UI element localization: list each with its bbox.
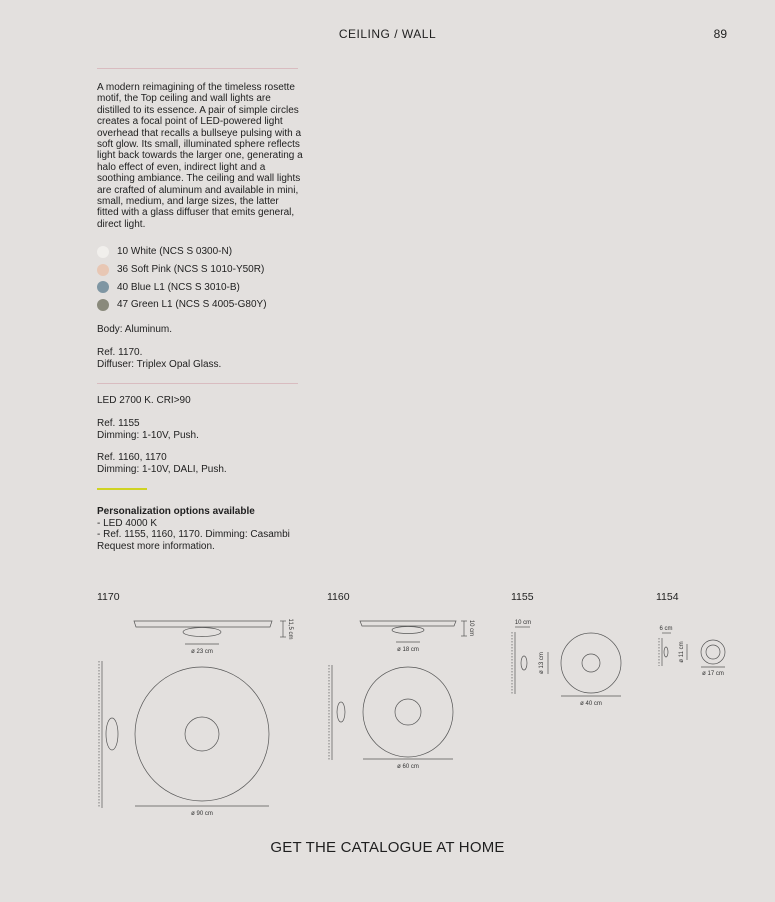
personalization-line: Request more information. bbox=[97, 540, 215, 552]
model-ref-1155: 1155 bbox=[511, 591, 534, 603]
personalization-line: - Ref. 1155, 1160, 1170. Dimming: Casambi bbox=[97, 529, 290, 540]
led-spec: LED 2700 K. CRI>90 bbox=[97, 395, 191, 406]
drawing-1154 bbox=[659, 633, 725, 667]
drawing-1155 bbox=[512, 627, 621, 696]
model-ref-1160: 1160 bbox=[327, 591, 350, 603]
drawing-1160-side bbox=[360, 621, 467, 642]
color-label: 40 Blue L1 (NCS S 3010-B) bbox=[117, 281, 240, 293]
drawing-1170-side bbox=[134, 621, 286, 644]
dimming-label: Dimming: 1-10V, DALI, Push. bbox=[97, 463, 227, 475]
catalogue-cta[interactable]: GET THE CATALOGUE AT HOME bbox=[270, 839, 505, 856]
ref-1170-label: Ref. 1170. bbox=[97, 347, 143, 358]
dim-label: ø 17 cm bbox=[702, 671, 724, 677]
dim-label: ø 11 cm bbox=[679, 641, 685, 663]
page-number: 89 bbox=[713, 27, 727, 41]
dim-label: 6 cm bbox=[659, 626, 673, 632]
dim-label: ø 40 cm bbox=[580, 701, 602, 707]
body-material: Body: Aluminum. bbox=[97, 324, 173, 335]
dim-label: ø 60 cm bbox=[397, 764, 419, 770]
ref-label: Ref. 1155 bbox=[97, 418, 140, 429]
ref-label: Ref. 1160, 1170 bbox=[97, 452, 167, 463]
dim-label: ø 23 cm bbox=[191, 649, 213, 655]
dimming-label: Dimming: 1-10V, Push. bbox=[97, 429, 199, 441]
dim-label: 10 cm bbox=[468, 619, 474, 637]
diffuser-label: Diffuser: Triplex Opal Glass. bbox=[97, 358, 222, 370]
model-ref-1154: 1154 bbox=[656, 591, 679, 603]
model-ref-1170: 1170 bbox=[97, 591, 120, 603]
dim-label: 11,5 cm bbox=[287, 618, 293, 640]
color-label: 10 White (NCS S 0300-N) bbox=[117, 246, 233, 258]
color-label: 36 Soft Pink (NCS S 1010-Y50R) bbox=[117, 264, 265, 276]
personalization-title: Personalization options available bbox=[97, 506, 255, 517]
dim-label: 10 cm bbox=[514, 620, 532, 626]
section-title: CEILING / WALL bbox=[338, 27, 437, 41]
personalization-line: - LED 4000 K bbox=[97, 517, 158, 529]
product-description: A modern reimagining of the timeless rosette motif, the Top ceiling and wall lights are distilled to its essence. A pair of simple circles creates a focal point of LED-powered light overhead that recalls a bullseye pulsing with a soft glow. Its small, illuminated sphere reflects light back towards the larger one, generating a halo effect of even, indirect light and a soothing ambiance. The ceiling and wall lights are crafted of aluminum and available in mini, small, medium, and large sizes, the latter fitted with a glass diffuser that emits general, direct light. bbox=[97, 82, 303, 230]
dim-label: ø 13 cm bbox=[539, 652, 545, 674]
color-label: 47 Green L1 (NCS S 4005-G80Y) bbox=[117, 299, 267, 311]
dim-label: ø 18 cm bbox=[397, 647, 419, 653]
dim-label: ø 90 cm bbox=[191, 811, 213, 817]
drawing-1170-front bbox=[99, 661, 269, 808]
drawing-1160-front bbox=[329, 665, 453, 760]
